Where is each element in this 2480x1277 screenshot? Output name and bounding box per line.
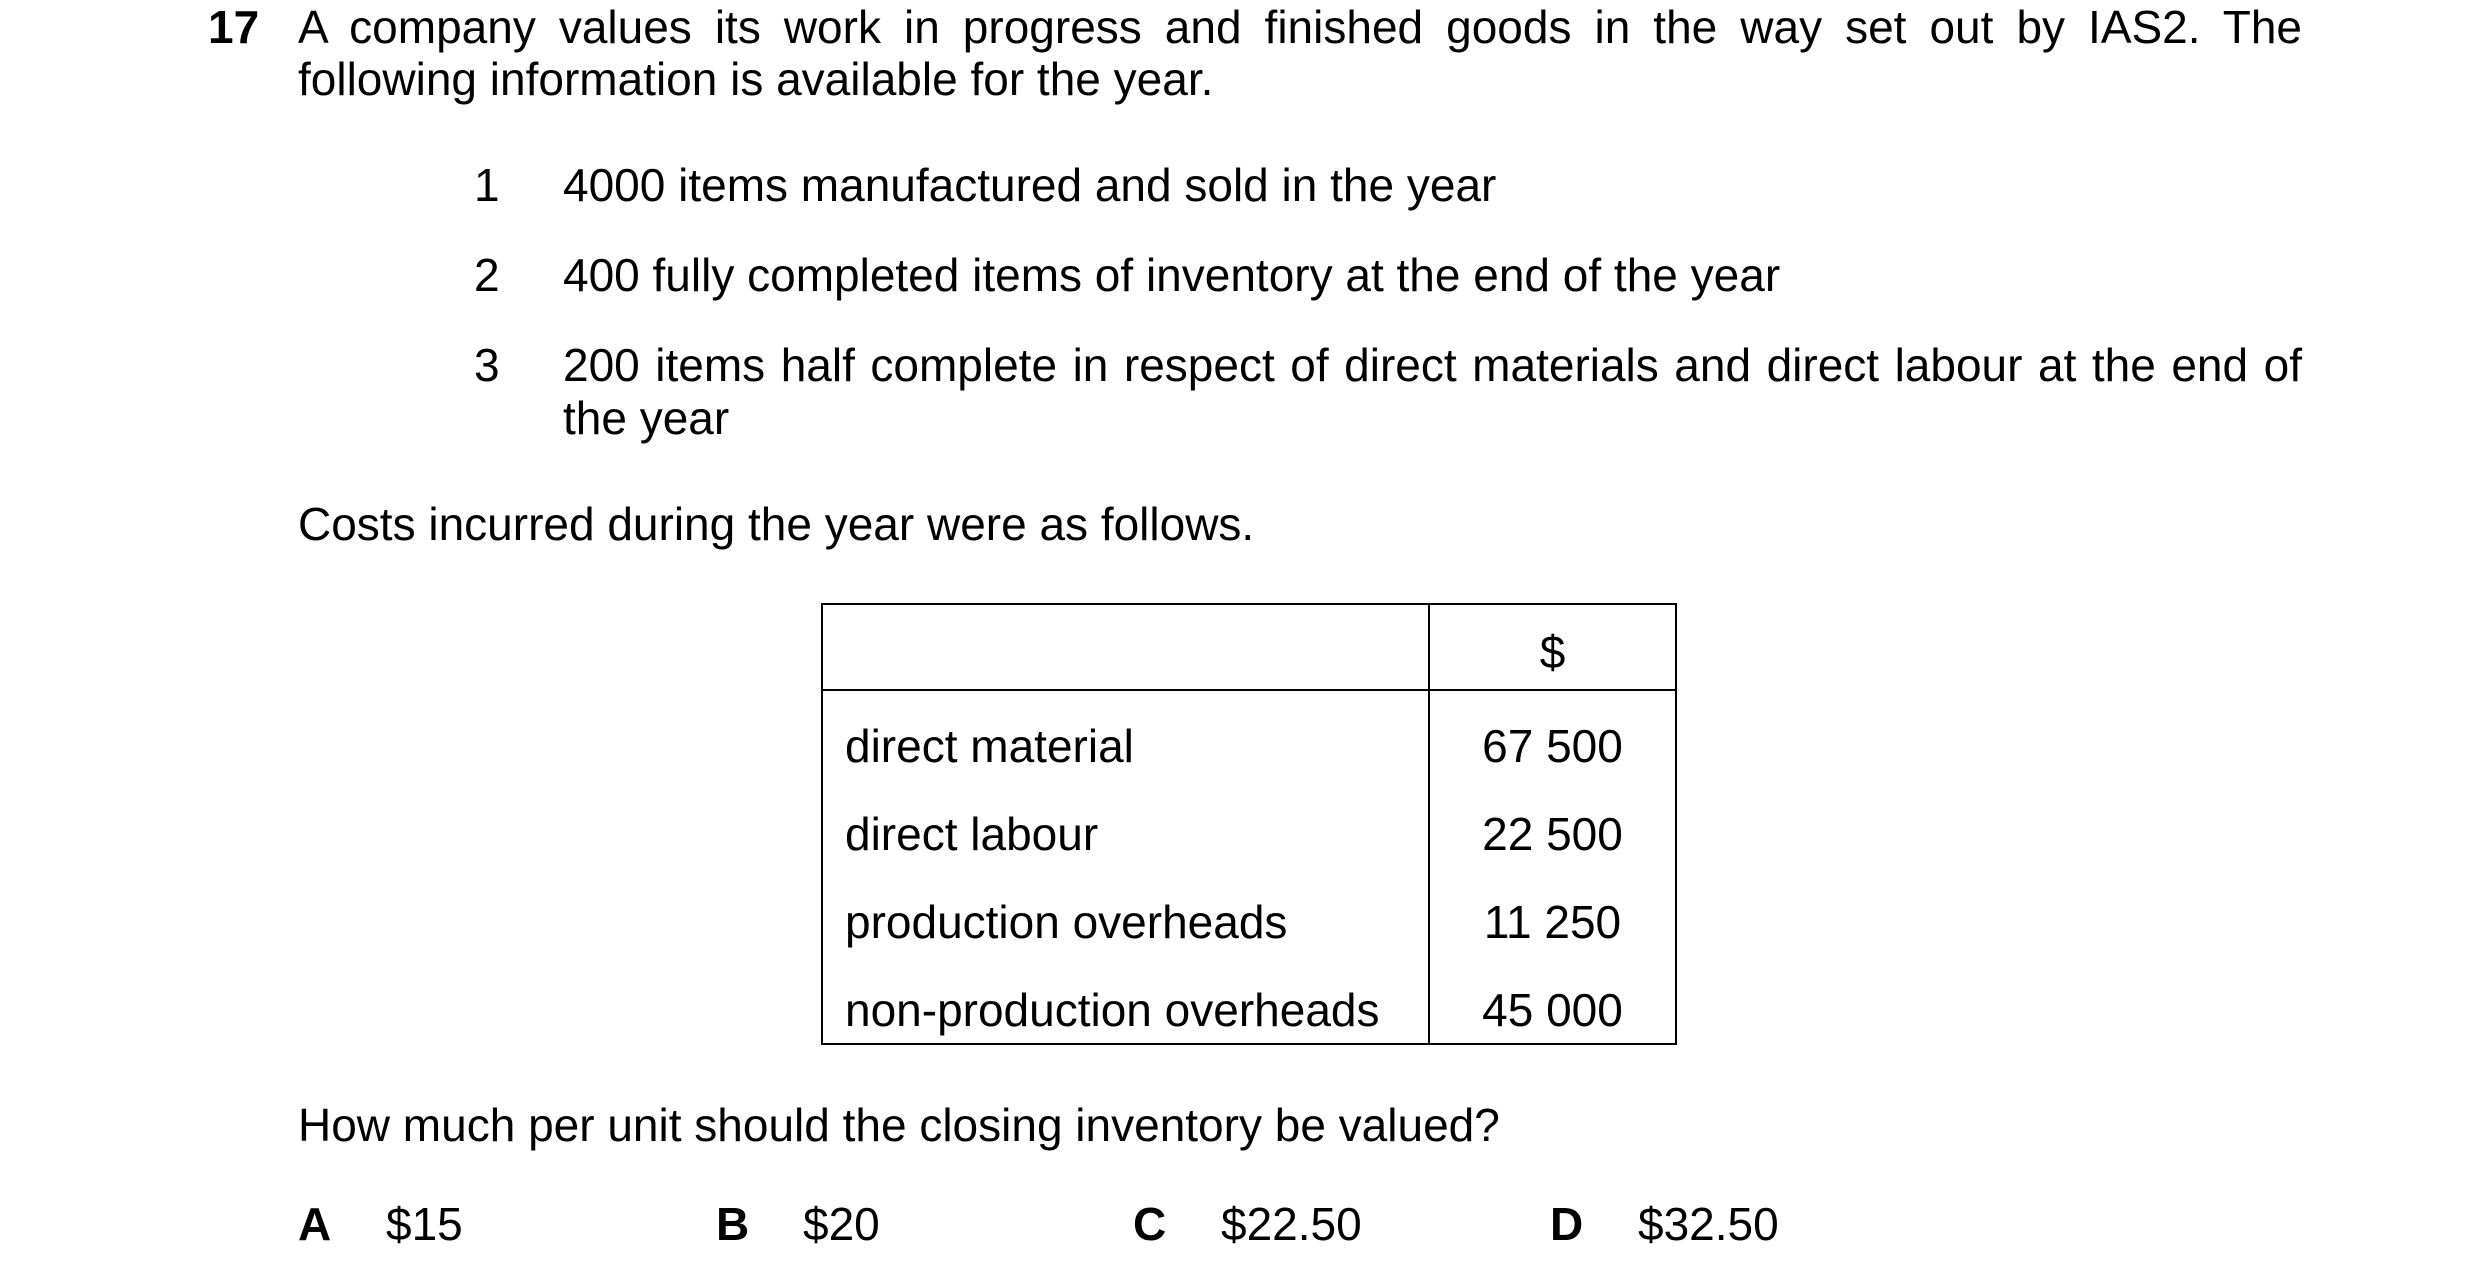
table-row-value: 11 250 bbox=[1483, 896, 1622, 948]
table-header-currency: $ bbox=[1539, 626, 1566, 678]
item-text-3-line-1: 200 items half complete in respect of direct materials and direct labour at the end of bbox=[563, 339, 2302, 391]
question-stem-line-2: following information is available for the year. bbox=[298, 53, 1214, 105]
table-row-label: non-production overheads bbox=[845, 984, 1380, 1036]
table-row-label: direct labour bbox=[845, 808, 1099, 860]
option-d-value: $32.50 bbox=[1638, 1198, 1779, 1250]
item-number-3: 3 bbox=[474, 339, 500, 391]
item-text-2: 400 fully completed items of inventory at the end of the year bbox=[563, 249, 1781, 301]
item-number-2: 2 bbox=[474, 249, 500, 301]
question-number: 17 bbox=[208, 1, 260, 53]
cost-table bbox=[821, 603, 1677, 1045]
costs-intro: Costs incurred during the year were as follows. bbox=[298, 498, 1255, 550]
table-row-value: 67 500 bbox=[1482, 720, 1623, 772]
option-c-value: $22.50 bbox=[1221, 1198, 1362, 1250]
table-row-label: production overheads bbox=[845, 896, 1288, 948]
item-text-1: 4000 items manufactured and sold in the year bbox=[563, 159, 1497, 211]
option-a-letter: A bbox=[298, 1198, 332, 1250]
table-row-value: 22 500 bbox=[1482, 808, 1623, 860]
option-a-value: $15 bbox=[386, 1198, 463, 1250]
option-b-letter: B bbox=[716, 1198, 750, 1250]
table-row-value: 45 000 bbox=[1482, 984, 1623, 1036]
option-b-value: $20 bbox=[803, 1198, 880, 1250]
option-d-letter: D bbox=[1550, 1198, 1584, 1250]
question-prompt: How much per unit should the closing inventory be valued? bbox=[298, 1099, 1500, 1151]
option-c-letter: C bbox=[1133, 1198, 1167, 1250]
item-number-1: 1 bbox=[474, 159, 500, 211]
item-text-3-line-2: the year bbox=[563, 392, 730, 444]
table-header-divider bbox=[823, 689, 1675, 691]
table-row-label: direct material bbox=[845, 720, 1134, 772]
question-stem-line-1: A company values its work in progress and finished goods in the way set out by IAS2. The bbox=[298, 1, 2302, 53]
